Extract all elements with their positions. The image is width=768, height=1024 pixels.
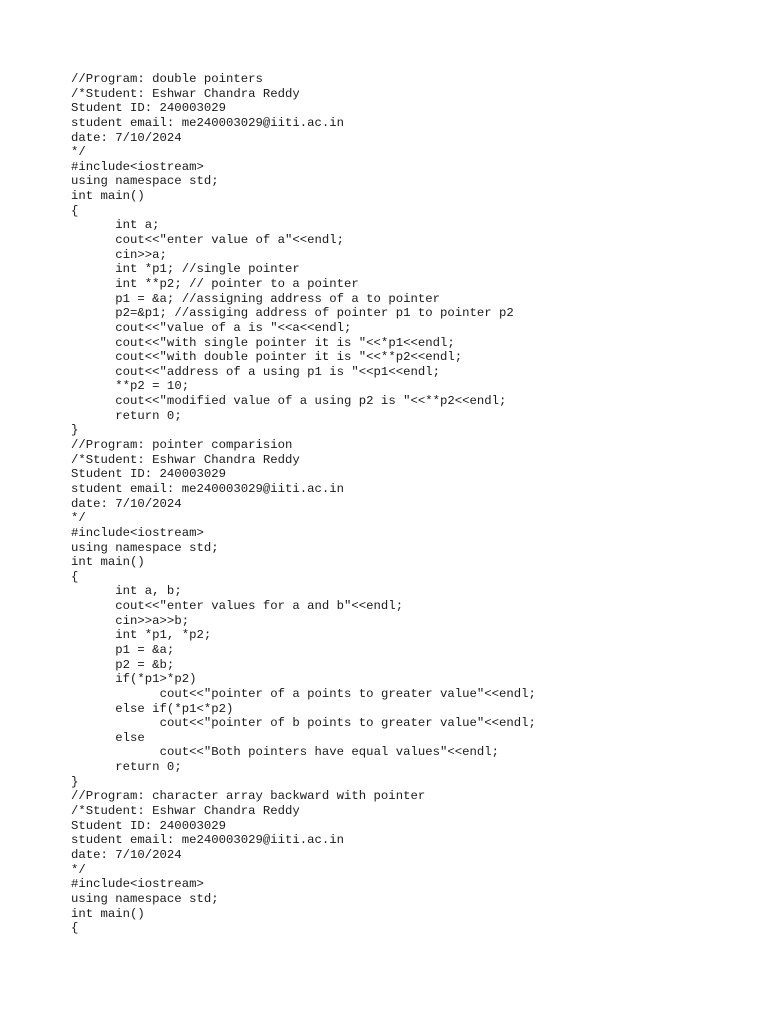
code-line: return 0; bbox=[71, 408, 182, 423]
code-line: cout<<"pointer of a points to greater value"<<endl; bbox=[71, 686, 536, 701]
code-line: student email: me240003029@iiti.ac.in bbox=[71, 115, 345, 130]
code-line: cout<<"enter value of a"<<endl; bbox=[71, 233, 345, 248]
code-line: */ bbox=[71, 862, 86, 877]
code-line: #include<iostream> bbox=[71, 159, 204, 174]
code-line: else if(*p1<*p2) bbox=[71, 701, 234, 716]
code-line: int a; bbox=[71, 218, 160, 233]
code-line: /*Student: Eshwar Chandra Reddy bbox=[71, 804, 300, 819]
code-line: //Program: character array backward with pointer bbox=[71, 789, 426, 804]
code-line: //Program: pointer comparision bbox=[71, 438, 293, 453]
code-line: int main() bbox=[71, 555, 145, 570]
code-line: */ bbox=[71, 145, 86, 160]
code-line: cout<<"pointer of b points to greater value"<<endl; bbox=[71, 716, 536, 731]
code-line: { bbox=[71, 569, 79, 584]
code-line: p2=&p1; //assiging address of pointer p1 to pointer p2 bbox=[71, 306, 514, 321]
code-line: int **p2; // pointer to a pointer bbox=[71, 276, 359, 291]
code-line: cout<<"modified value of a using p2 is "<<**p2<<endl; bbox=[71, 394, 507, 409]
code-line: using namespace std; bbox=[71, 891, 219, 906]
code-line: int main() bbox=[71, 906, 145, 921]
code-line: cout<<"with double pointer it is "<<**p2<<endl; bbox=[71, 350, 463, 365]
code-line: student email: me240003029@iiti.ac.in bbox=[71, 833, 345, 848]
code-line: else bbox=[71, 730, 145, 745]
code-line: Student ID: 240003029 bbox=[71, 467, 226, 482]
code-line: if(*p1>*p2) bbox=[71, 672, 197, 687]
code-line: date: 7/10/2024 bbox=[71, 130, 182, 145]
code-line: cout<<"Both pointers have equal values"<<endl; bbox=[71, 745, 500, 760]
code-line: **p2 = 10; bbox=[71, 379, 190, 394]
code-line: date: 7/10/2024 bbox=[71, 496, 182, 511]
code-line: return 0; bbox=[71, 760, 182, 775]
code-line: { bbox=[71, 921, 79, 936]
code-line: Student ID: 240003029 bbox=[71, 101, 226, 116]
code-line: //Program: double pointers bbox=[71, 72, 263, 86]
code-line: int *p1, *p2; bbox=[71, 628, 212, 643]
code-line: #include<iostream> bbox=[71, 525, 204, 540]
code-line: student email: me240003029@iiti.ac.in bbox=[71, 481, 345, 496]
code-listing bbox=[71, 72, 536, 936]
code-line: cout<<"enter values for a and b"<<endl; bbox=[71, 599, 404, 614]
code-line: cin>>a>>b; bbox=[71, 613, 190, 628]
code-line: #include<iostream> bbox=[71, 877, 204, 892]
code-line: cout<<"address of a using p1 is "<<p1<<endl; bbox=[71, 364, 440, 379]
code-line: int main() bbox=[71, 189, 145, 204]
code-line: using namespace std; bbox=[71, 540, 219, 555]
code-line: int *p1; //single pointer bbox=[71, 262, 300, 277]
code-line: date: 7/10/2024 bbox=[71, 847, 182, 862]
code-line: int a, b; bbox=[71, 584, 182, 599]
code-line: /*Student: Eshwar Chandra Reddy bbox=[71, 86, 300, 101]
code-line: /*Student: Eshwar Chandra Reddy bbox=[71, 452, 300, 467]
code-line: p2 = &b; bbox=[71, 657, 175, 672]
code-line: cout<<"value of a is "<<a<<endl; bbox=[71, 320, 352, 335]
code-line: */ bbox=[71, 511, 86, 526]
code-line: } bbox=[71, 774, 79, 789]
code-line: using namespace std; bbox=[71, 174, 219, 189]
code-line: p1 = &a; //assigning address of a to pointer bbox=[71, 291, 440, 306]
code-line: } bbox=[71, 423, 79, 438]
code-line: cin>>a; bbox=[71, 247, 167, 262]
code-line: cout<<"with single pointer it is "<<*p1<<endl; bbox=[71, 335, 455, 350]
code-line: Student ID: 240003029 bbox=[71, 818, 226, 833]
code-line: { bbox=[71, 203, 79, 218]
code-line: p1 = &a; bbox=[71, 642, 175, 657]
